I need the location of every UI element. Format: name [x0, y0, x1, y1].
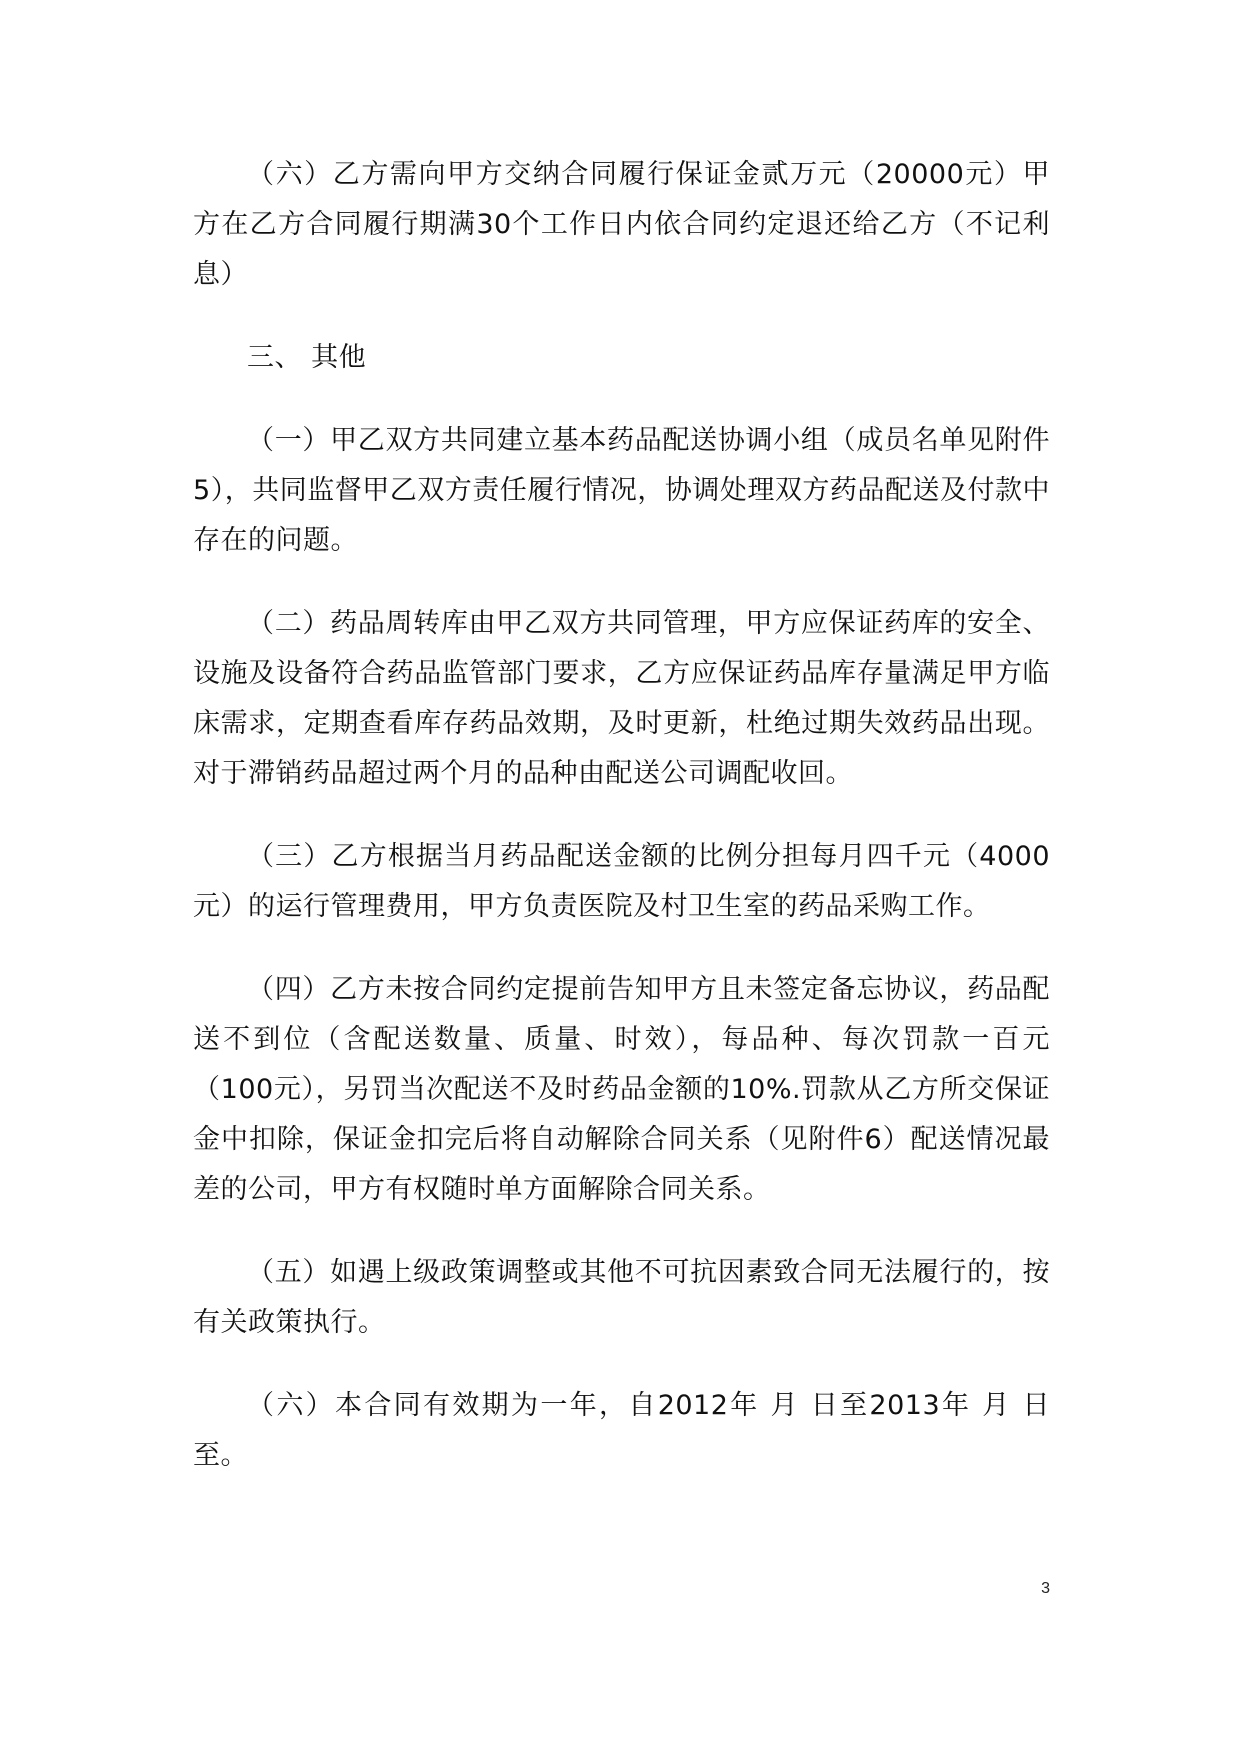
page-number: 3	[1041, 1580, 1050, 1597]
clause-3-5-policy-changes: （五）如遇上级政策调整或其他不可抗因素致合同无法履行的，按有关政策执行。	[193, 1257, 1050, 1338]
clause-3-3-management-fee: （三）乙方根据当月药品配送金额的比例分担每月四千元（4000元）的运行管理费用，甲方负责医院及村卫生室的药品采购工作。	[193, 841, 1050, 922]
section-3-heading: 三、 其他	[247, 342, 367, 373]
clause-2-6-deposit: （六）乙方需向甲方交纳合同履行保证金贰万元（20000元）甲方在乙方合同履行期满30个工作日内依合同约定退还给乙方（不记利息）	[193, 159, 1050, 290]
clause-3-4-penalties: （四）乙方未按合同约定提前告知甲方且未签定备忘协议，药品配送不到位（含配送数量、质量、时效），每品种、每次罚款一百元（100元），另罚当次配送不及时药品金额的10%.罚款从乙方所交保证金中扣除，保证金扣完后将自动解除合同关系（见附件6）配送情况最差的公司，甲方有权随时单方面解除合同关系。	[193, 974, 1050, 1205]
document-body	[193, 150, 1050, 1514]
clause-3-2-warehouse: （二）药品周转库由甲乙双方共同管理，甲方应保证药库的安全、设施及设备符合药品监管部门要求，乙方应保证药品库存量满足甲方临床需求，定期查看库存药品效期，及时更新，杜绝过期失效药品出现。对于滞销药品超过两个月的品种由配送公司调配收回。	[193, 608, 1050, 789]
clause-3-1-coordination-group: （一）甲乙双方共同建立基本药品配送协调小组（成员名单见附件5），共同监督甲乙双方责任履行情况，协调处理双方药品配送及付款中存在的问题。	[193, 425, 1050, 556]
clause-3-6-validity-period: （六）本合同有效期为一年，自2012年 月 日至2013年 月 日至。	[193, 1390, 1050, 1471]
